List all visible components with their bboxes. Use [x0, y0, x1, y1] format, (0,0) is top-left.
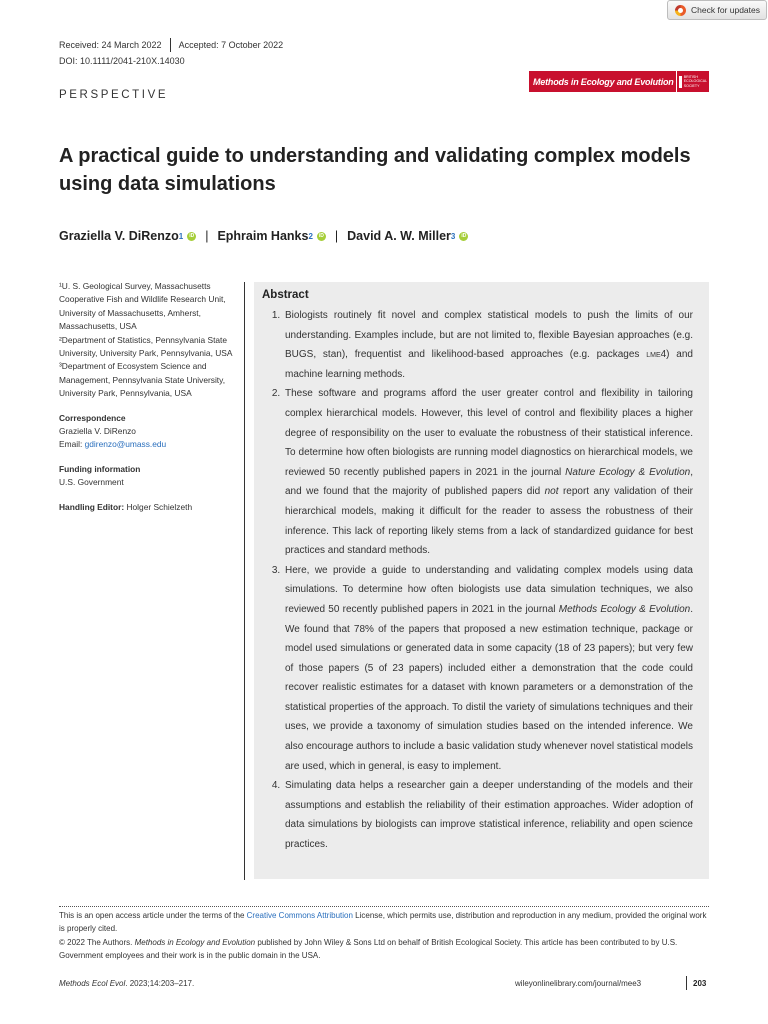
check-for-updates-button[interactable] [667, 0, 767, 20]
society-logo-mark [679, 76, 682, 88]
handling-editor [59, 501, 237, 514]
article-title: A practical guide to understanding and validating complex models using data simulations [59, 145, 691, 195]
citation [59, 979, 194, 988]
journal-website-link[interactable]: wileyonlinelibrary.com/journal/mee3 [515, 979, 642, 988]
copyright-journal: Methods in Ecology and Evolution [134, 938, 256, 947]
orcid-icon[interactable]: iD [189, 232, 195, 239]
author-name[interactable]: David A. W. Miller [347, 229, 451, 243]
copyright-text: © 2022 The Authors. [59, 938, 135, 947]
orcid-icon[interactable]: iD [318, 232, 324, 239]
funding-text: U.S. Government [59, 477, 124, 488]
correspondence-email-line [59, 438, 237, 451]
creative-commons-link[interactable]: Creative Commons Attribution [246, 911, 353, 920]
author-list [59, 229, 468, 243]
handling-editor-label: Handling Editor: [59, 501, 125, 512]
abstract-item: 4. Simulating data helps a researcher gain a deeper understanding of the models and their assumptions and establish the reliability of their estimation approaches. Wider adoption of data simulations by biologists can improve statistical inference, reliability and open science practices. [283, 776, 693, 854]
handling-editor-name: Holger Schielzeth [124, 501, 193, 512]
abstract-item: 1. Biologists routinely fit novel and complex statistical models to push the limits of our understanding. Examples include, but are not limited to, flexible Bayesian approaches (e.g. BUGS, stan), frequentist and likelihood-based approaches (e.g. packages lme4) and machine learning methods. [283, 306, 693, 384]
author-affiliation-sup: 1 [178, 231, 184, 241]
citation-volume: . 2023;14:203–217. [125, 979, 195, 988]
abstract-heading: Abstract [262, 289, 309, 301]
date-separator [170, 38, 171, 52]
crossmark-icon [675, 5, 686, 16]
oa-text-end: License, which permits use, distribution and reproduction in any medium, provided the original work is properly cited. [59, 911, 707, 933]
page-number: 203 [693, 979, 707, 988]
doi[interactable]: DOI: 10.1111/2041-210X.14030 [59, 56, 185, 66]
author-name[interactable]: Graziella V. DiRenzo [59, 229, 179, 243]
author-separator: | [334, 229, 339, 243]
abstract-box [254, 282, 709, 879]
abstract-item: 2. These software and programs afford the user greater control and flexibility in tailoring complex hierarchical models. However, this level of control and flexibility places a higher degree of responsibility on the user to evaluate the robustness of their statistical inference. To determine how often biologists are running model diagnostics on hierarchical models, we reviewed 50 recently published papers in 2021 in the journal Nature Ecology & Evolution, and we found that the majority of published papers did not report any validation of their hierarchical models, making it difficult for the reader to assess the robustness of their inference. This lack of reporting likely stems from a lack of standardized guidance for best practices and standard methods. [283, 384, 693, 560]
affiliation: ³Department of Ecosystem Science and Management, Pennsylvania State University, University Park, Pennsylvania, USA [59, 361, 226, 399]
oa-text: This is an open access article under the terms of the [59, 911, 247, 920]
correspondence-heading: Correspondence [59, 412, 126, 423]
email-link[interactable]: gdirenzo@umass.edu [84, 439, 167, 450]
affiliation: ²Department of Statistics, Pennsylvania State University, University Park, Pennsylvania, USA [59, 334, 233, 359]
column-divider [244, 282, 245, 880]
abstract-item: 3. Here, we provide a guide to understanding and validating complex models using data simulations. To determine how often biologists use data simulation techniques, we also reviewed 50 recently published papers in 2021 in the journal Methods Ecology & Evolution. We found that 78% of the papers that proposed a new estimation technique, package or model used simulations or generated data in some capacity (18 of 23 papers); but very few of those papers (5 of 23 papers) included either a demonstration that the code could recover realistic estimates for a dataset with known parameters or a demonstration of the statistical properties of the approach. To distil the variety of simulations techniques and their uses, we provide a taxonomy of simulation studies based on the intended inference. We also encourage authors to include a basic validation study whenever novel statistical models are used, which in general, is easy to implement. [283, 561, 693, 777]
section-type: PERSPECTIVE [59, 89, 169, 101]
accepted-date: Accepted: 7 October 2022 [178, 40, 284, 50]
author-affiliation-sup: 3 [450, 231, 456, 241]
footer-divider [59, 906, 709, 907]
society-logo [676, 71, 709, 92]
society-logo-text: BRITISH ECOLOGICAL SOCIETY [683, 74, 707, 88]
author-name[interactable]: Ephraim Hanks [217, 229, 309, 243]
page-number-separator [686, 976, 687, 990]
author-affiliation-sup: 2 [308, 231, 313, 241]
correspondence-name: Graziella V. DiRenzo [59, 426, 136, 437]
check-for-updates-label: Check for updates [691, 5, 760, 15]
funding-heading: Funding information [59, 463, 141, 474]
received-date: Received: 24 March 2022 [59, 40, 162, 50]
copyright-statement [59, 937, 709, 962]
journal-name: Methods in Ecology and Evolution [529, 71, 676, 92]
open-access-statement [59, 910, 709, 935]
orcid-icon[interactable]: iD [461, 232, 467, 239]
affiliation: ¹U. S. Geological Survey, Massachusetts Cooperative Fish and Wildlife Research Unit, University of Massachusetts, Amherst, Massachusetts, USA [59, 281, 226, 332]
abstract-list [262, 306, 693, 855]
article-dates [59, 38, 283, 52]
author-separator: | [205, 229, 209, 243]
citation-journal: Methods Ecol Evol [59, 979, 126, 988]
copyright-text-end: published by John Wiley & Sons Ltd on behalf of British Ecological Society. This article has been contributed to by U.S. Government employees and their work is in the public domain in the USA. [59, 938, 678, 960]
journal-logo [529, 71, 709, 92]
article-info-column [59, 280, 237, 514]
email-label: Email: [59, 439, 85, 450]
